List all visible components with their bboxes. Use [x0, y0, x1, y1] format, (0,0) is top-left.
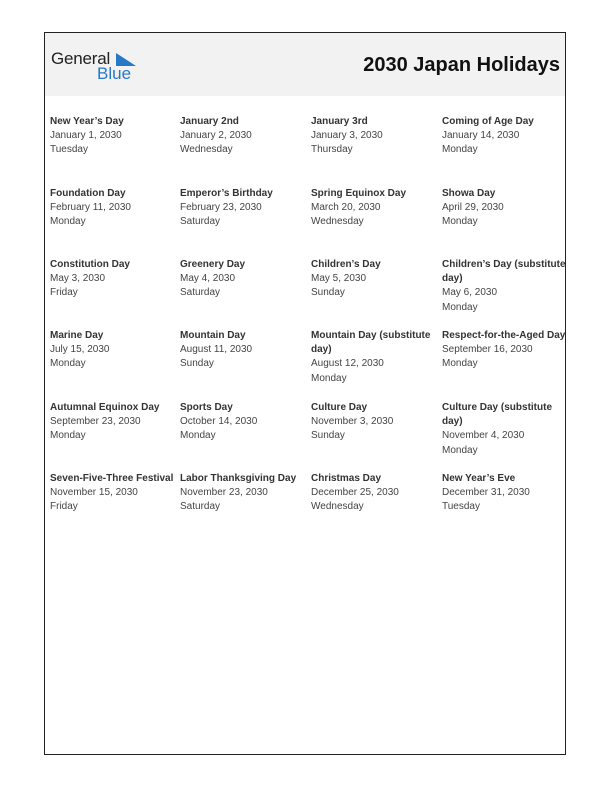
holiday-weekday: Monday: [311, 372, 347, 384]
holiday-item: [311, 258, 437, 301]
holiday-name: Children’s Day (substitute day): [442, 259, 566, 285]
holiday-item: [311, 329, 437, 386]
holiday-date: November 23, 2030: [180, 487, 268, 499]
holiday-date: July 15, 2030: [50, 344, 110, 356]
holiday-name: Constitution Day: [50, 259, 130, 270]
holiday-date: February 11, 2030: [50, 202, 131, 214]
holiday-name: Emperor’s Birthday: [180, 188, 273, 199]
holiday-weekday: Monday: [442, 301, 478, 313]
holiday-date: May 4, 2030: [180, 273, 236, 285]
holiday-name: Labor Thanksgiving Day: [180, 473, 297, 484]
holiday-date: January 3, 2030: [311, 130, 383, 142]
holiday-date: September 23, 2030: [50, 416, 141, 428]
holiday-date: January 2, 2030: [180, 130, 252, 142]
header-band: [45, 33, 565, 96]
holiday-name: Greenery Day: [180, 259, 246, 270]
holiday-weekday: Monday: [50, 216, 86, 228]
holiday-item: [50, 472, 176, 515]
holiday-name: Culture Day: [311, 402, 368, 413]
holiday-date: August 11, 2030: [180, 344, 253, 356]
holiday-date: November 15, 2030: [50, 487, 138, 499]
holiday-name: Respect-for-the-Aged Day: [442, 330, 566, 341]
holiday-name: New Year’s Eve: [442, 473, 516, 484]
holiday-item: [442, 187, 568, 230]
holiday-name: Mountain Day: [180, 330, 246, 341]
holiday-item: [50, 401, 176, 444]
holiday-weekday: Monday: [50, 358, 86, 370]
holiday-item: [442, 472, 568, 515]
holiday-date: February 23, 2030: [180, 202, 262, 214]
holiday-date: May 3, 2030: [50, 273, 106, 285]
holiday-weekday: Tuesday: [442, 501, 480, 513]
holiday-item: [180, 329, 306, 372]
holiday-weekday: Wednesday: [311, 216, 364, 228]
holiday-name: Autumnal Equinox Day: [50, 402, 160, 413]
holiday-weekday: Monday: [442, 358, 478, 370]
logo-text-general: General: [51, 49, 111, 68]
holiday-item: [442, 401, 568, 458]
holiday-date: November 3, 2030: [311, 416, 394, 428]
holiday-name: Christmas Day: [311, 473, 382, 484]
holiday-item: [50, 115, 176, 158]
holiday-date: April 29, 2030: [442, 202, 504, 214]
holiday-item: [442, 329, 568, 372]
holiday-name: Sports Day: [180, 402, 233, 413]
page-title: 2030 Japan Holidays: [363, 54, 560, 76]
holiday-name: Mountain Day (substitute day): [311, 330, 431, 356]
holiday-item: [50, 187, 176, 230]
holiday-weekday: Monday: [442, 144, 478, 156]
holiday-weekday: Friday: [50, 501, 78, 513]
holiday-name: January 3rd: [311, 116, 368, 127]
holiday-item: [311, 401, 437, 444]
holiday-date: December 25, 2030: [311, 487, 399, 499]
holiday-date: December 31, 2030: [442, 487, 530, 499]
holiday-item: [311, 187, 437, 230]
holiday-item: [442, 258, 568, 315]
holiday-item: [442, 115, 568, 158]
holiday-weekday: Sunday: [311, 430, 345, 442]
holiday-item: [180, 258, 306, 301]
page-frame: [44, 32, 566, 755]
holiday-weekday: Wednesday: [180, 144, 233, 156]
holiday-weekday: Monday: [180, 430, 216, 442]
holiday-weekday: Thursday: [311, 144, 353, 156]
holiday-weekday: Friday: [50, 287, 78, 299]
holiday-item: [180, 472, 306, 515]
holiday-date: March 20, 2030: [311, 202, 381, 214]
holiday-date: January 1, 2030: [50, 130, 122, 142]
holiday-name: Culture Day (substitute day): [442, 402, 553, 428]
holiday-name: Showa Day: [442, 188, 496, 199]
holiday-name: Marine Day: [50, 330, 104, 341]
holiday-date: August 12, 2030: [311, 358, 384, 370]
holiday-weekday: Sunday: [180, 358, 214, 370]
holiday-weekday: Monday: [50, 430, 86, 442]
holiday-item: [50, 329, 176, 372]
holiday-item: [311, 115, 437, 158]
holiday-weekday: Saturday: [180, 501, 221, 513]
holiday-item: [50, 258, 176, 301]
holiday-weekday: Saturday: [180, 287, 221, 299]
holiday-date: May 6, 2030: [442, 287, 498, 299]
holiday-item: [180, 401, 306, 444]
holiday-name: January 2nd: [180, 116, 239, 127]
holiday-weekday: Monday: [442, 216, 478, 228]
holiday-date: September 16, 2030: [442, 344, 533, 356]
holiday-item: [311, 472, 437, 515]
holiday-item: [180, 187, 306, 230]
holiday-weekday: Wednesday: [311, 501, 364, 513]
holiday-item: [180, 115, 306, 158]
holiday-weekday: Monday: [442, 444, 478, 456]
holiday-weekday: Sunday: [311, 287, 345, 299]
holiday-date: October 14, 2030: [180, 416, 258, 428]
holiday-name: New Year’s Day: [50, 116, 124, 127]
holiday-weekday: Tuesday: [50, 144, 88, 156]
holiday-weekday: Saturday: [180, 216, 221, 228]
holiday-name: Coming of Age Day: [442, 116, 534, 127]
holiday-name: Children’s Day: [311, 259, 381, 270]
logo-text-blue: Blue: [97, 64, 132, 83]
holiday-name: Seven-Five-Three Festival: [50, 473, 174, 484]
generalblue-logo: [51, 49, 151, 85]
holiday-date: November 4, 2030: [442, 430, 525, 442]
holiday-name: Spring Equinox Day: [311, 188, 407, 199]
holiday-date: May 5, 2030: [311, 273, 367, 285]
holiday-date: January 14, 2030: [442, 130, 520, 142]
holiday-name: Foundation Day: [50, 188, 126, 199]
